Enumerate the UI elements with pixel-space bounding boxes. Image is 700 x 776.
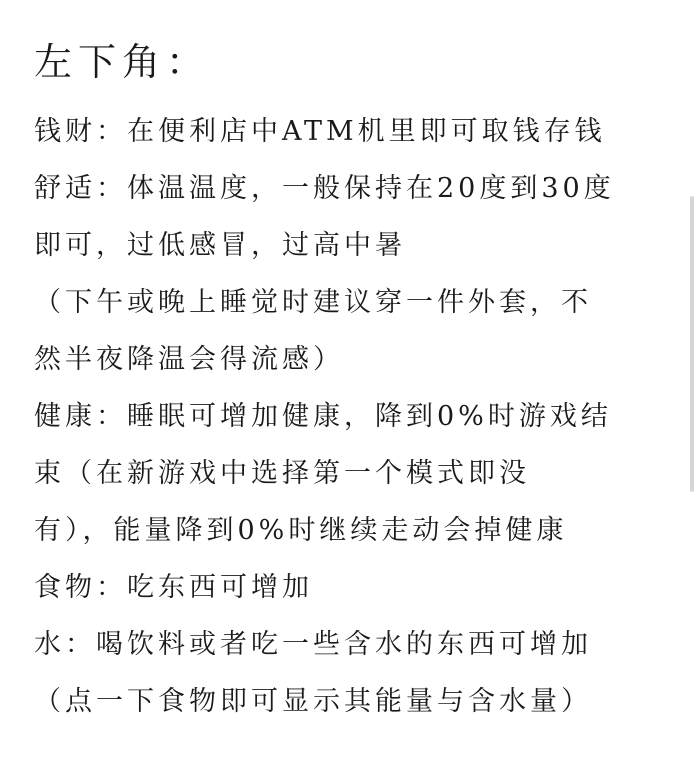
scrollbar[interactable] <box>690 196 694 492</box>
text-line-comfort-note: （下午或晚上睡觉时建议穿一件外套，不 <box>34 287 592 318</box>
text-line-water-note: （点一下食物即可显示其能量与含水量） <box>34 686 592 717</box>
section-title: 左下角： <box>34 40 211 84</box>
text-line-food: 食物：吃东西可增加 <box>34 572 313 603</box>
text-line-comfort-note-cont: 然半夜降温会得流感） <box>34 344 344 375</box>
text-line-comfort-cont: 即可，过低感冒，过高中暑 <box>34 230 406 261</box>
text-line-health: 健康：睡眠可增加健康，降到0%时游戏结 <box>34 401 612 432</box>
text-line-health-cont: 束（在新游戏中选择第一个模式即没 <box>34 458 530 489</box>
text-line-water: 水：喝饮料或者吃一些含水的东西可增加 <box>34 629 592 660</box>
text-line-comfort: 舒适：体温温度，一般保持在20度到30度 <box>34 173 615 204</box>
text-line-money: 钱财：在便利店中ATM机里即可取钱存钱 <box>34 116 606 147</box>
text-line-health-energy: 有），能量降到0%时继续走动会掉健康 <box>34 515 568 546</box>
